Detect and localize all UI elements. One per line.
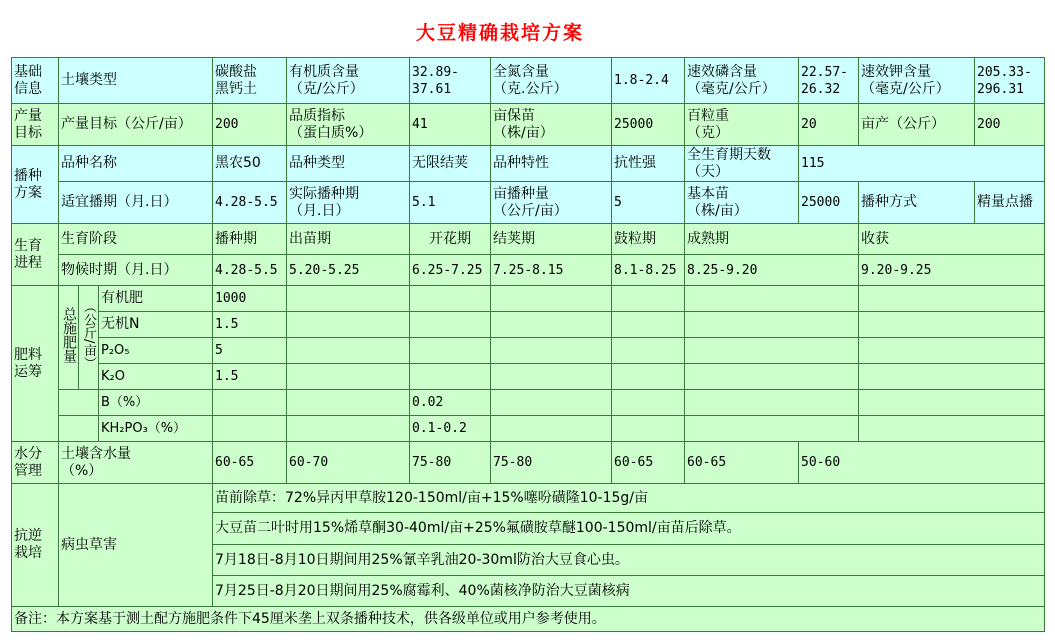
fertilizer-value <box>410 364 491 390</box>
amount-label: 亩播种量 （公斤/亩） <box>491 182 612 224</box>
pest-measure: 7月25日-8月20日期间用25%腐霉利、40%菌核净防治大豆菌核病 <box>213 576 1045 607</box>
fertilizer-value: 1000 <box>213 286 287 312</box>
fertilizer-value <box>685 416 859 442</box>
footnote: 备注：本方案基于测土配方施肥条件下45厘米垄上双条播种技术，供各级单位或用户参考使用。 <box>12 607 1045 632</box>
fertilizer-name: K₂O <box>99 364 213 390</box>
variety-value: 黑农50 <box>213 146 287 182</box>
fertilizer-value: 1.5 <box>213 312 287 338</box>
fertilizer-value <box>287 364 410 390</box>
fertilizer-value <box>859 416 1045 442</box>
water-value: 75-80 <box>410 442 491 484</box>
pest-measure: 大豆苗二叶时用15%烯草酮30-40ml/亩+25%氟磺胺草醚100-150ml/亩苗后除草。 <box>213 513 1045 545</box>
pest-label: 病虫草害 <box>59 484 213 607</box>
fertilizer-value <box>859 338 1045 364</box>
fertilizer-value: 1.5 <box>213 364 287 390</box>
fertilizer-value <box>685 364 859 390</box>
nitrogen-value: 1.8-2.4 <box>612 58 685 104</box>
mu-yield-value: 200 <box>975 104 1045 146</box>
fertilizer-value <box>491 286 612 312</box>
water-label: 土壤含水量 （%） <box>59 442 213 484</box>
quality-label: 品质指标 （蛋白质%） <box>287 104 410 146</box>
section-fertilizer: 肥料 运筹 <box>12 286 59 442</box>
base-label: 基本苗 （株/亩） <box>685 182 799 224</box>
seed-weight-label: 百粒重 （克） <box>685 104 799 146</box>
fertilizer-value <box>491 312 612 338</box>
cultivation-plan-table <box>11 57 1045 632</box>
phosphorus-label: 速效磷含量 （毫克/公斤） <box>685 58 799 104</box>
yield-target: 200 <box>213 104 287 146</box>
seed-weight-value: 20 <box>799 104 859 146</box>
fertilizer-value <box>859 286 1045 312</box>
quality-value: 41 <box>410 104 491 146</box>
stage-cell: 成熟期 <box>685 224 859 255</box>
fertilizer-value <box>685 338 859 364</box>
nitrogen-label: 全氮含量 （克.公斤） <box>491 58 612 104</box>
plants-label: 亩保苗 （株/亩） <box>491 104 612 146</box>
fertilizer-value <box>859 364 1045 390</box>
period-cell: 7.25-8.15 <box>491 255 612 286</box>
stage-cell: 出苗期 <box>287 224 410 255</box>
type-value: 无限结荚 <box>410 146 491 182</box>
fertilizer-value <box>685 312 859 338</box>
fertilizer-value <box>491 364 612 390</box>
period-cell: 4.28-5.5 <box>213 255 287 286</box>
fertilizer-value: 0.02 <box>410 390 491 416</box>
fertilizer-name: 无机N <box>99 312 213 338</box>
days-label: 全生育期天数 （天） <box>685 146 799 182</box>
period-cell: 8.25-9.20 <box>685 255 859 286</box>
fertilizer-value <box>612 338 685 364</box>
fertilizer-value: 0.1-0.2 <box>410 416 491 442</box>
fertilizer-value <box>213 390 287 416</box>
fertilizer-value <box>287 416 410 442</box>
variety-label: 品种名称 <box>59 146 213 182</box>
stage-label: 生育阶段 <box>59 224 213 255</box>
fertilizer-value <box>491 416 612 442</box>
method-label: 播种方式 <box>859 182 975 224</box>
organic-label: 有机质含量 （克/公斤） <box>287 58 410 104</box>
fertilizer-value <box>287 312 410 338</box>
fertilizer-spacer <box>59 390 99 416</box>
days-value: 115 <box>799 146 1045 182</box>
fertilizer-value <box>491 338 612 364</box>
water-value: 50-60 <box>799 442 1045 484</box>
pest-measure: 7月18日-8月10日期间用25%氰辛乳油20-30ml防治大豆食心虫。 <box>213 545 1045 576</box>
pest-measure: 苗前除草：72%异丙甲草胺120-150ml/亩+15%噻吩磺隆10-15g/亩 <box>213 484 1045 513</box>
type-label: 品种类型 <box>287 146 410 182</box>
fertilizer-value <box>213 416 287 442</box>
water-value: 60-65 <box>612 442 685 484</box>
period-cell: 5.20-5.25 <box>287 255 410 286</box>
fertilizer-value <box>612 286 685 312</box>
total-fertilizer-label: 总施肥量 <box>59 286 79 390</box>
fertilizer-value <box>410 312 491 338</box>
period-cell: 6.25-7.25 <box>410 255 491 286</box>
section-growth: 生育 进程 <box>12 224 59 286</box>
water-value: 75-80 <box>491 442 612 484</box>
stage-cell: 鼓粒期 <box>612 224 685 255</box>
fertilizer-value <box>410 286 491 312</box>
fertilizer-unit-label: （公斤/亩） <box>79 286 99 390</box>
organic-value: 32.89- 37.61 <box>410 58 491 104</box>
section-basic: 基础 信息 <box>12 58 59 104</box>
fertilizer-value <box>685 286 859 312</box>
fertilizer-value <box>287 390 410 416</box>
trait-label: 品种特性 <box>491 146 612 182</box>
actual-label: 实际播种期 （月.日） <box>287 182 410 224</box>
fertilizer-spacer <box>59 416 99 442</box>
fertilizer-value <box>685 390 859 416</box>
method-value: 精量点播 <box>975 182 1045 224</box>
stage-cell: 结荚期 <box>491 224 612 255</box>
fertilizer-value <box>859 312 1045 338</box>
trait-value: 抗性强 <box>612 146 685 182</box>
water-value: 60-70 <box>287 442 410 484</box>
fertilizer-value <box>612 416 685 442</box>
fertilizer-value <box>612 390 685 416</box>
period-cell: 9.20-9.25 <box>859 255 1045 286</box>
actual-value: 5.1 <box>410 182 491 224</box>
stage-cell: 收获 <box>859 224 1045 255</box>
fertilizer-value <box>287 338 410 364</box>
stage-cell: 开花期 <box>410 224 491 255</box>
fertilizer-name: 有机肥 <box>99 286 213 312</box>
phosphorus-value: 22.57- 26.32 <box>799 58 859 104</box>
water-value: 60-65 <box>685 442 799 484</box>
potassium-label: 速效钾含量 （毫克/公斤） <box>859 58 975 104</box>
fertilizer-value <box>612 312 685 338</box>
water-value: 60-65 <box>213 442 287 484</box>
section-resistance: 抗逆 栽培 <box>12 484 59 607</box>
plants-value: 25000 <box>612 104 685 146</box>
fertilizer-value <box>410 338 491 364</box>
fertilizer-name: KH₂PO₃（%） <box>99 416 213 442</box>
fertilizer-value: 5 <box>213 338 287 364</box>
stage-cell: 播种期 <box>213 224 287 255</box>
page-title: 大豆精确栽培方案 <box>415 22 584 44</box>
date-value: 4.28-5.5 <box>213 182 287 224</box>
period-label: 物候时期（月.日） <box>59 255 213 286</box>
date-label: 适宜播期（月.日） <box>59 182 213 224</box>
soil-type: 碳酸盐 黑钙土 <box>213 58 287 104</box>
fertilizer-name: P₂O₅ <box>99 338 213 364</box>
fertilizer-value <box>491 390 612 416</box>
amount-value: 5 <box>612 182 685 224</box>
base-value: 25000 <box>799 182 859 224</box>
yield-target-label: 产量目标（公斤/亩） <box>59 104 213 146</box>
potassium-value: 205.33- 296.31 <box>975 58 1045 104</box>
period-cell: 8.1-8.25 <box>612 255 685 286</box>
mu-yield-label: 亩产（公斤） <box>859 104 975 146</box>
fertilizer-value <box>612 364 685 390</box>
section-water: 水分 管理 <box>12 442 59 484</box>
section-sowing: 播种 方案 <box>12 146 59 224</box>
fertilizer-name: B（%） <box>99 390 213 416</box>
fertilizer-value <box>287 286 410 312</box>
fertilizer-value <box>859 390 1045 416</box>
section-yield: 产量 目标 <box>12 104 59 146</box>
soil-type-label: 土壤类型 <box>59 58 213 104</box>
